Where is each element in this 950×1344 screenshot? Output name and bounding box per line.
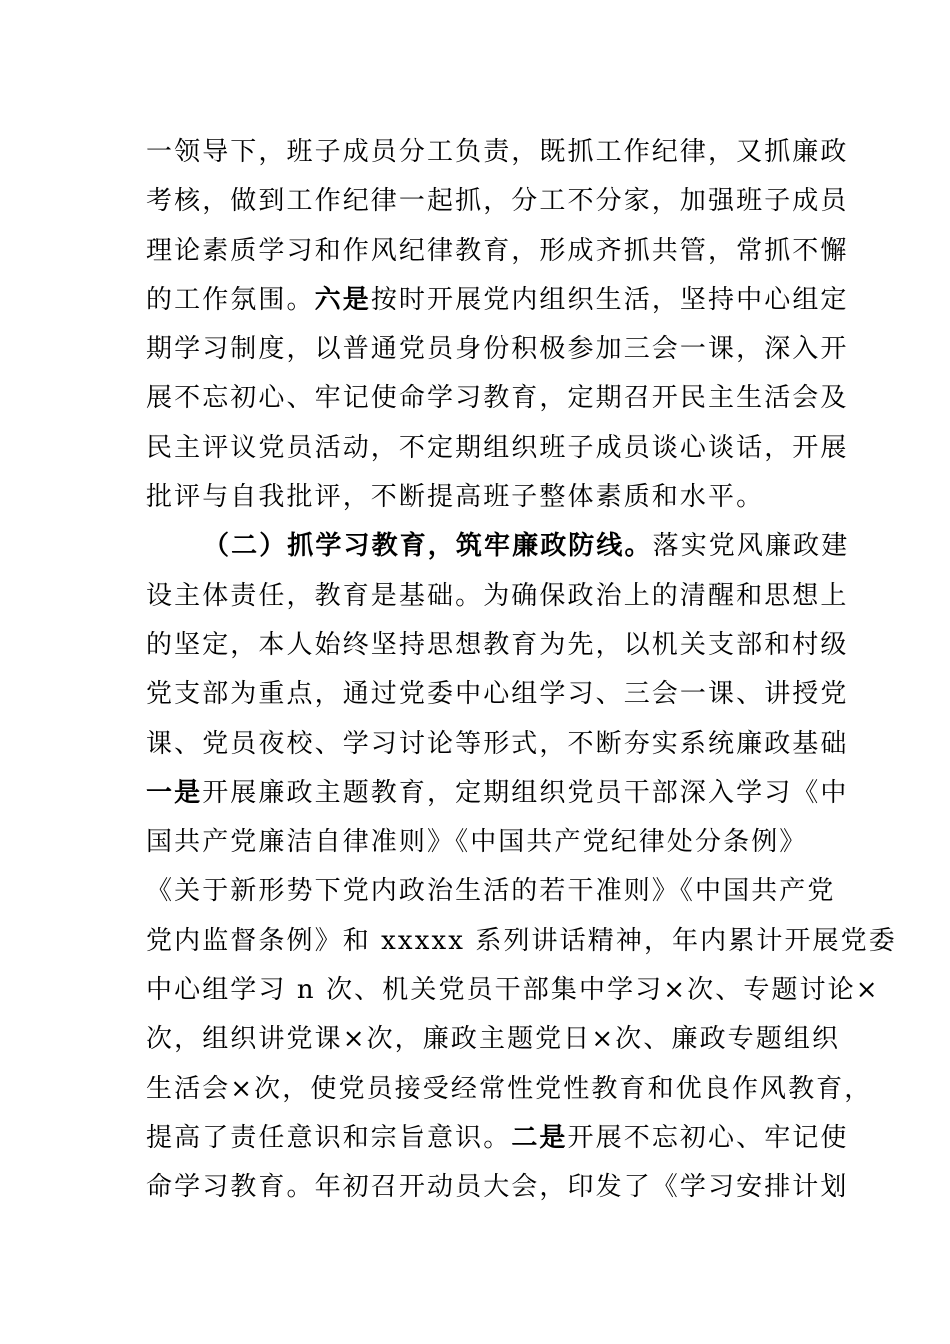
- text-line: [146, 769, 849, 818]
- text-line: [146, 917, 897, 966]
- text-segment: 命学习教育。年初召开动员大会，印发了《学习安排计划: [146, 1172, 849, 1203]
- text-line: [146, 670, 849, 719]
- text-segment: 《关于新形势下党内政治生活的若干准则》《中国共产党: [146, 876, 836, 907]
- text-line: [146, 1163, 849, 1212]
- text-segment: 的工作氛围。: [146, 284, 315, 315]
- text-line: [146, 424, 849, 473]
- text-segment: 党内监督条例》和 xxxxx 系列讲话精神，年内累计开展党委: [146, 925, 897, 956]
- text-segment: 党支部为重点，通过党委中心组学习、三会一课、讲授党: [146, 679, 849, 710]
- text-line: [146, 128, 849, 177]
- text-line: [146, 177, 849, 226]
- text-line: [146, 276, 849, 325]
- text-segment: 开展不忘初心、牢记使: [567, 1122, 849, 1153]
- text-segment: 理论素质学习和作风纪律教育，形成齐抓共管，常抓不懈: [146, 235, 849, 266]
- text-segment: 民主评议党员活动，不定期组织班子成员谈心谈话，开展: [146, 432, 849, 463]
- text-segment: 国共产党廉洁自律准则》《中国共产党纪律处分条例》: [146, 827, 808, 858]
- text-segment: 生活会×次，使党员接受经常性党性教育和优良作风教育，: [146, 1073, 873, 1104]
- text-segment: 的坚定，本人始终坚持思想教育为先，以机关支部和村级: [146, 629, 849, 660]
- text-line: [146, 522, 850, 571]
- body-text: [146, 128, 897, 1213]
- bold-text-segment: 一是: [146, 777, 203, 808]
- text-segment: 一领导下，班子成员分工负责，既抓工作纪律，又抓廉政: [146, 137, 849, 167]
- bold-text-segment: 六是: [314, 284, 371, 315]
- text-segment: 展不忘初心、牢记使命学习教育，定期召开民主生活会及: [146, 383, 849, 414]
- text-segment: 落实党风廉政建: [652, 531, 850, 562]
- text-line: [146, 720, 849, 769]
- text-line: [146, 867, 836, 916]
- text-segment: 提高了责任意识和宗旨意识。: [146, 1122, 512, 1153]
- bold-text-segment: 二是: [511, 1122, 568, 1153]
- text-segment: 考核，做到工作纪律一起抓，分工不分家，加强班子成员: [146, 186, 849, 217]
- text-segment: 期学习制度，以普通党员身份积极参加三会一课，深入开: [146, 334, 849, 365]
- text-line: [146, 325, 849, 374]
- text-line: [146, 374, 849, 423]
- text-line: [146, 621, 849, 670]
- text-line: [146, 966, 880, 1015]
- text-line: [146, 1015, 841, 1064]
- text-line: [146, 227, 849, 276]
- text-segment: 开展廉政主题教育，定期组织党员干部深入学习《中: [202, 777, 849, 808]
- text-line: [146, 473, 826, 522]
- text-line: [146, 1114, 849, 1163]
- text-segment: 课、党员夜校、学习讨论等形式，不断夯实系统廉政基础: [146, 728, 849, 759]
- text-segment: 中心组学习 n 次、机关党员干部集中学习×次、专题讨论×: [146, 975, 880, 1006]
- text-line: [146, 1065, 873, 1114]
- text-line: [146, 818, 826, 867]
- bold-text-segment: （二）抓学习教育，筑牢廉政防线。: [203, 531, 653, 562]
- text-segment: 批评与自我批评，不断提高班子整体素质和水平。: [146, 482, 765, 513]
- text-segment: 设主体责任，教育是基础。为确保政治上的清醒和思想上: [146, 580, 849, 611]
- text-segment: 次，组织讲党课×次，廉政主题党日×次、廉政专题组织: [146, 1024, 841, 1055]
- text-line: [146, 572, 849, 621]
- text-segment: 按时开展党内组织生活，坚持中心组定: [370, 284, 849, 315]
